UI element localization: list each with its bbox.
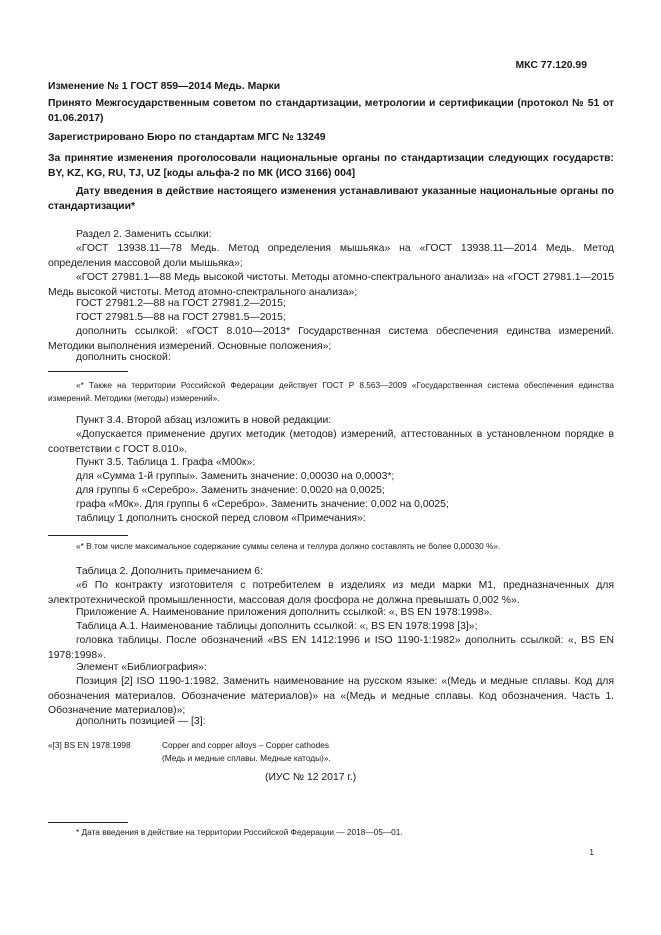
page-number: 1 (589, 847, 594, 857)
clause-3-4-text: «Допускается применение других методик (методов) измерений, аттестованных в установленном порядке в соответствии с ГОСТ 8.010». (48, 429, 614, 455)
section2-item: «ГОСТ 27981.1—88 Медь высокой чистоты. Методы атомно-спектрального анализа» на «ГОСТ 27981.1—2015 Медь высокой чистоты. Метод атомно-спектрального анализа»; (48, 272, 614, 298)
registered-text: Зарегистрировано Бюро по стандартам МГС № 13249 (48, 132, 326, 143)
biblio-title-ru: (Медь и медные сплавы. Медные катоды)». (162, 753, 331, 763)
biblio-title-en: Copper and copper alloys – Copper cathodes (162, 740, 329, 750)
classification-code: МКС 77.120.99 (515, 60, 587, 71)
footnote-rule (48, 822, 128, 823)
clause-3-5-line: графа «М0к». Для группы 6 «Серебро». Заменить значение: 0,002 на 0,0025; (76, 499, 449, 510)
section2-item: «ГОСТ 13938.11—78 Медь. Метод определения мышьяка» на «ГОСТ 13938.11—2014 Медь. Метод определения массовой доли мышьяка»; (48, 243, 614, 269)
biblio-ref: «[3] BS EN 1978:1998 (48, 740, 131, 750)
table-a1-line: Таблица А.1. Наименование таблицы дополнить ссылкой: «, BS EN 1978:1998 [3]»; (76, 621, 478, 632)
position-2-text: Позиция [2] ISO 1190-1:1982. Заменить наименование на русском языке: «(Медь и медные сплавы. Код для обозначения материалов. Обозначение материалов)» на «(Медь и медные сплавы. Код обозначения. Часть 1. Обозначение материалов)»; (48, 676, 614, 717)
clause-3-5-line: для группы 6 «Серебро». Заменить значение: 0,0020 на 0,0025; (76, 485, 385, 496)
table2-note6: «6 По контракту изготовителя с потребителем в изделиях из меди марки М1, предназначенных для электротехнической промышленности, массовая доля фосфора не должна превышать 0,002 %». (48, 580, 614, 606)
table-head-line: головка таблицы. После обозначений «BS EN 1412:1996 и ISO 1190-1:1982» дополнить ссылкой: «, BS EN 1978:1998». (48, 635, 614, 661)
document-title: Изменение № 1 ГОСТ 859—2014 Медь. Марки (48, 81, 281, 92)
ius-reference: (ИУС № 12 2017 г.) (265, 772, 357, 783)
footnote-selenium: «* В том числе максимальное содержание суммы селена и теллура должно составлять не более 0,00030 %». (76, 541, 501, 551)
bibliography-heading: Элемент «Библиография»: (76, 662, 207, 673)
clause-3-5-heading: Пункт 3.5. Таблица 1. Графа «М00к»: (76, 457, 256, 468)
footnote-gost: «* Также на территории Российской Федерации действует ГОСТ Р 8.563—2009 «Государственная система обеспечения единства измерений. Методики (методы) измерений». (48, 380, 614, 403)
footnote-rule (48, 371, 128, 372)
footnote-date: * Дата введения в действие на территории Российской Федерации — 2018—05—01. (76, 827, 403, 837)
clause-3-5-line: таблицу 1 дополнить сноской перед словом «Примечания»: (76, 513, 366, 524)
adopted-text: Принято Межгосударственным советом по стандартизации, метрологии и сертификации (протокол № 51 от 01.06.2017) (48, 98, 614, 124)
date-intro: Дату введения в действие настоящего изменения устанавливают указанные национальные органы по стандартизации* (48, 186, 614, 212)
section2-item: дополнить сноской: (76, 352, 171, 363)
add-position-line: дополнить позицией — [3]: (76, 716, 206, 727)
section2-heading: Раздел 2. Заменить ссылки: (76, 229, 212, 240)
clause-3-4-heading: Пункт 3.4. Второй абзац изложить в новой редакции: (76, 415, 332, 426)
footnote-rule (48, 535, 128, 536)
table2-heading: Таблица 2. Дополнить примечанием 6: (76, 566, 263, 577)
voted-text: За принятие изменения проголосовали национальные органы по стандартизации следующих государств: BY, KZ, KG, RU, TJ, UZ [коды альфа-2 по МК (ИСО 3166) 004] (48, 153, 614, 179)
section2-item: дополнить ссылкой: «ГОСТ 8.010—2013* Государственная система обеспечения единства измерений. Методики выполнения измерений. Основные положения»; (48, 326, 614, 352)
section2-item: ГОСТ 27981.5—88 на ГОСТ 27981.5—2015; (76, 312, 286, 323)
section2-item: ГОСТ 27981.2—88 на ГОСТ 27981.2—2015; (76, 298, 286, 309)
appendix-a-line: Приложение А. Наименование приложения дополнить ссылкой: «, BS EN 1978:1998». (76, 607, 493, 618)
clause-3-5-line: для «Сумма 1-й группы». Заменить значение: 0,00030 на 0,0003*; (76, 471, 395, 482)
